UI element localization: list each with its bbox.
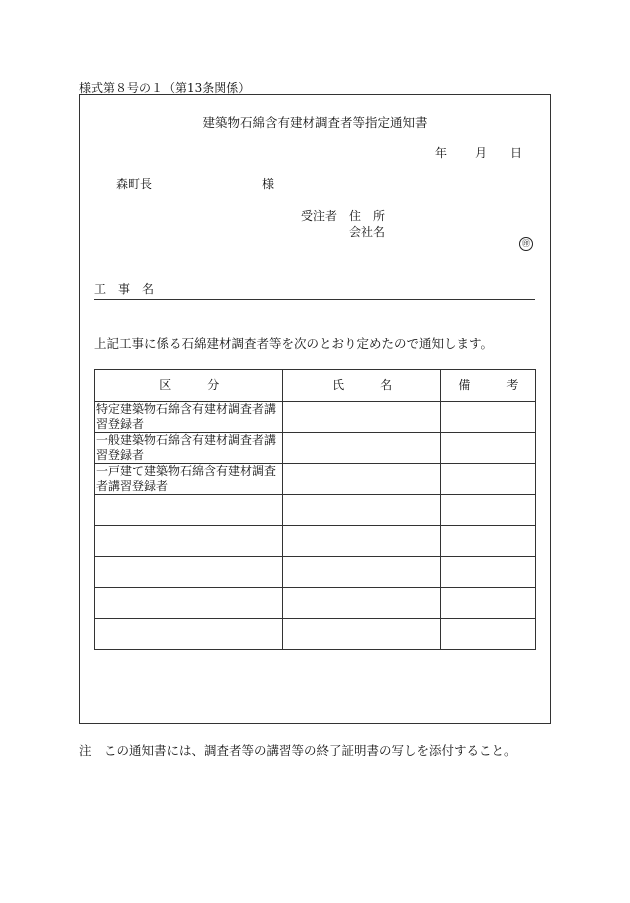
row-category: 一般建築物石綿含有建材調査者講習登録者: [95, 433, 283, 464]
row-category: [95, 619, 283, 650]
seal-icon: ㊞: [519, 237, 533, 251]
table-row: [95, 464, 536, 495]
row-name: [283, 619, 440, 650]
work-name-underline: [94, 299, 535, 300]
form-number: 様式第８号の１（第13条関係）: [79, 81, 251, 95]
footnote: 注 この通知書には、調査者等の講習等の終了証明書の写しを添付すること。: [79, 743, 517, 758]
contractor-label: 受注者: [301, 209, 338, 223]
document-title: 建築物石綿含有建材調査者等指定通知書: [202, 115, 428, 130]
row-category: [95, 495, 283, 526]
header-name: 氏 名: [283, 370, 440, 402]
row-category: [95, 526, 283, 557]
company-name-label: 会社名: [349, 225, 386, 239]
date-month: 月: [475, 146, 488, 160]
work-name-label: 工 事 名: [94, 282, 155, 296]
row-name: [283, 464, 440, 495]
row-name: [283, 433, 440, 464]
row-category: [95, 588, 283, 619]
row-name: [283, 495, 440, 526]
row-name: [283, 588, 440, 619]
row-note: [440, 557, 535, 588]
designation-table: [94, 369, 536, 650]
row-category: 特定建築物石綿含有建材調査者講習登録者: [95, 402, 283, 433]
header-note: 備 考: [440, 370, 535, 402]
addressee-honorific: 様: [262, 177, 275, 191]
table-row: [95, 588, 536, 619]
row-note: [440, 495, 535, 526]
date-day: 日: [510, 146, 523, 160]
notice-sentence: 上記工事に係る石綿建材調査者等を次のとおり定めたので通知します。: [94, 336, 494, 351]
row-name: [283, 557, 440, 588]
table-row: [95, 433, 536, 464]
table-row: [95, 526, 536, 557]
header-category: 区 分: [95, 370, 283, 402]
address-label: 住 所: [349, 209, 386, 223]
date-year: 年: [435, 146, 448, 160]
row-note: [440, 588, 535, 619]
row-name: [283, 402, 440, 433]
row-note: [440, 464, 535, 495]
row-category: [95, 557, 283, 588]
row-note: [440, 619, 535, 650]
addressee-name: 森町長: [116, 177, 153, 191]
table-row: [95, 557, 536, 588]
table-row: [95, 619, 536, 650]
row-note: [440, 433, 535, 464]
row-category: 一戸建て建築物石綿含有建材調査者講習登録者: [95, 464, 283, 495]
table-row: [95, 402, 536, 433]
row-note: [440, 402, 535, 433]
row-note: [440, 526, 535, 557]
table-row: [95, 495, 536, 526]
table-header-row: [95, 370, 536, 402]
row-name: [283, 526, 440, 557]
